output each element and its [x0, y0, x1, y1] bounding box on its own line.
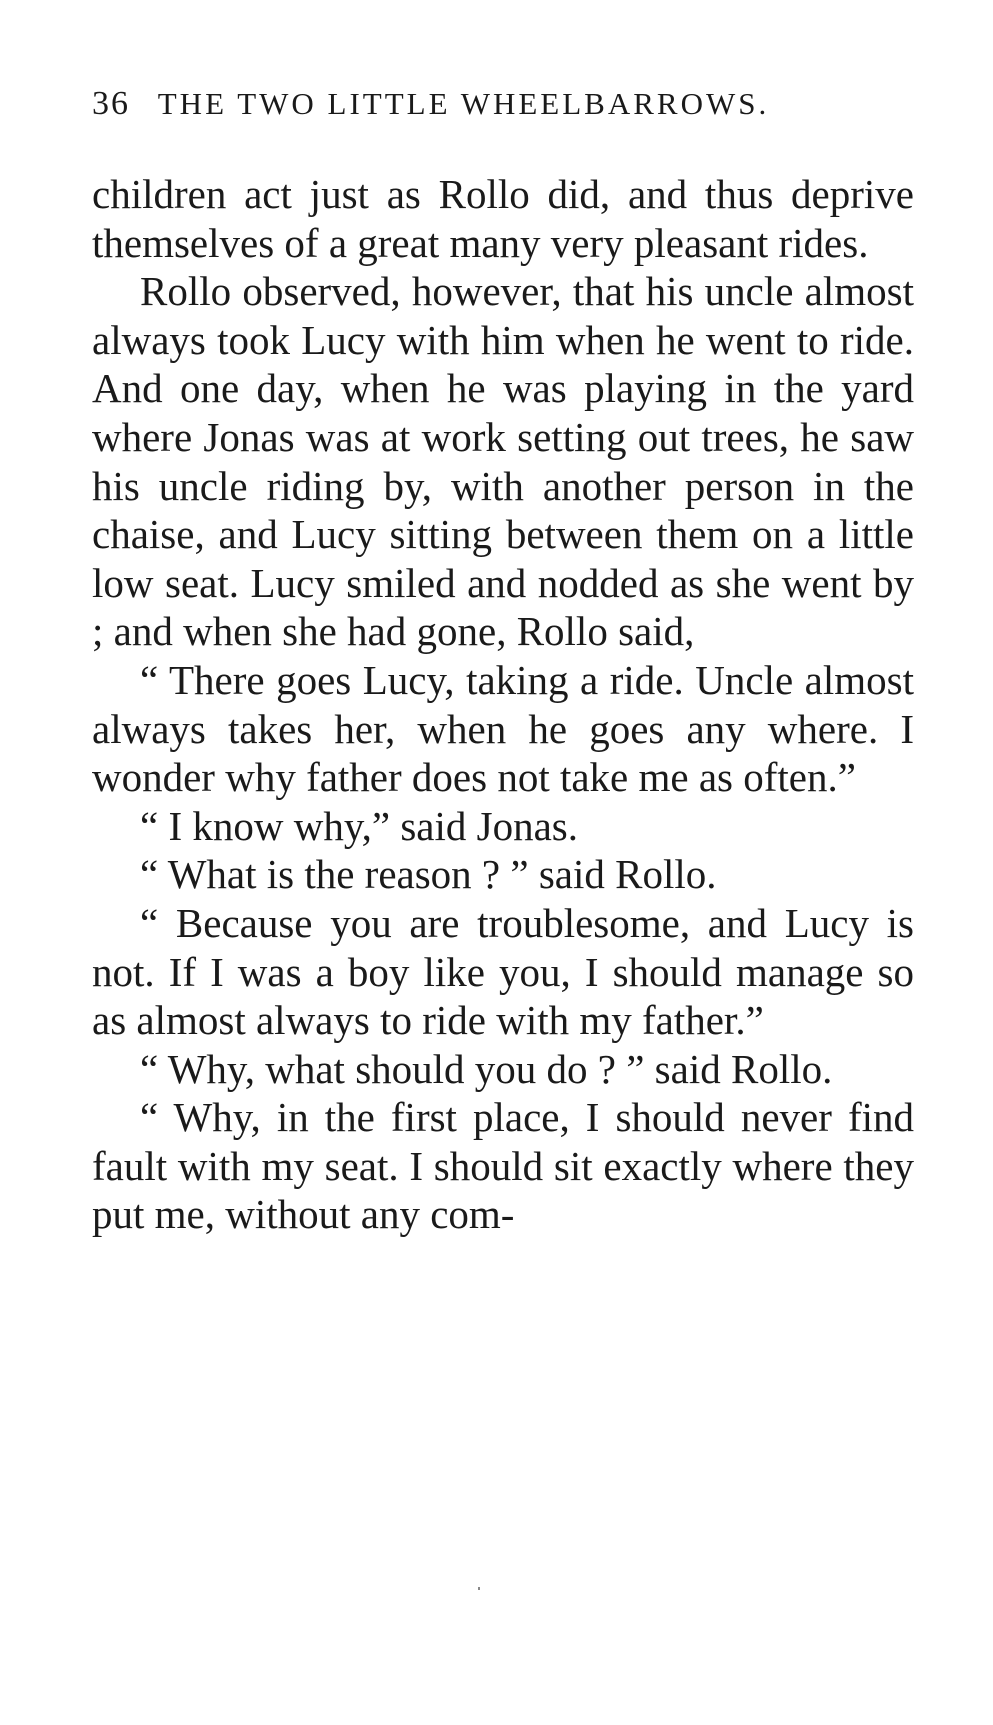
paragraph-dialogue: “ Why, in the first place, I should never find fault with my seat. I should sit exactly where they put me, without any com- [92, 1094, 914, 1238]
ink-speck [478, 1587, 480, 1590]
paragraph-dialogue: “ Why, what should you do ? ” said Rollo. [140, 1045, 833, 1092]
paragraph: Rollo observed, however, that his uncle almost always took Lucy with him when he went to ride. And one day, when he was playing in the yard where Jonas was at work setting out trees, he saw his uncle riding by, with another person in the chaise, and Lucy sitting between them on a little low seat. Lucy smiled and nodded as she went by ; and when she had gone, Rollo said, [92, 268, 914, 655]
body-text [92, 170, 914, 1239]
running-title: THE TWO LITTLE WHEELBARROWS. [157, 86, 770, 121]
paragraph-dialogue: “ I know why,” said Jonas. [140, 802, 579, 849]
paragraph-dialogue: “ What is the reason ? ” said Rollo. [140, 851, 717, 898]
paragraph-dialogue: “ Because you are troublesome, and Lucy is not. If I was a boy like you, I should manage so as almost always to ride with my father.” [92, 899, 914, 1044]
page-number: 36 [92, 85, 130, 122]
running-head [92, 84, 912, 124]
paragraph-dialogue: “ There goes Lucy, taking a ride. Uncle almost always takes her, when he goes any where. I wonder why father does not take me as often.” [92, 656, 914, 801]
paragraph-continuation: children act just as Rollo did, and thus deprive themselves of a great many very pleasant rides. [92, 171, 914, 266]
